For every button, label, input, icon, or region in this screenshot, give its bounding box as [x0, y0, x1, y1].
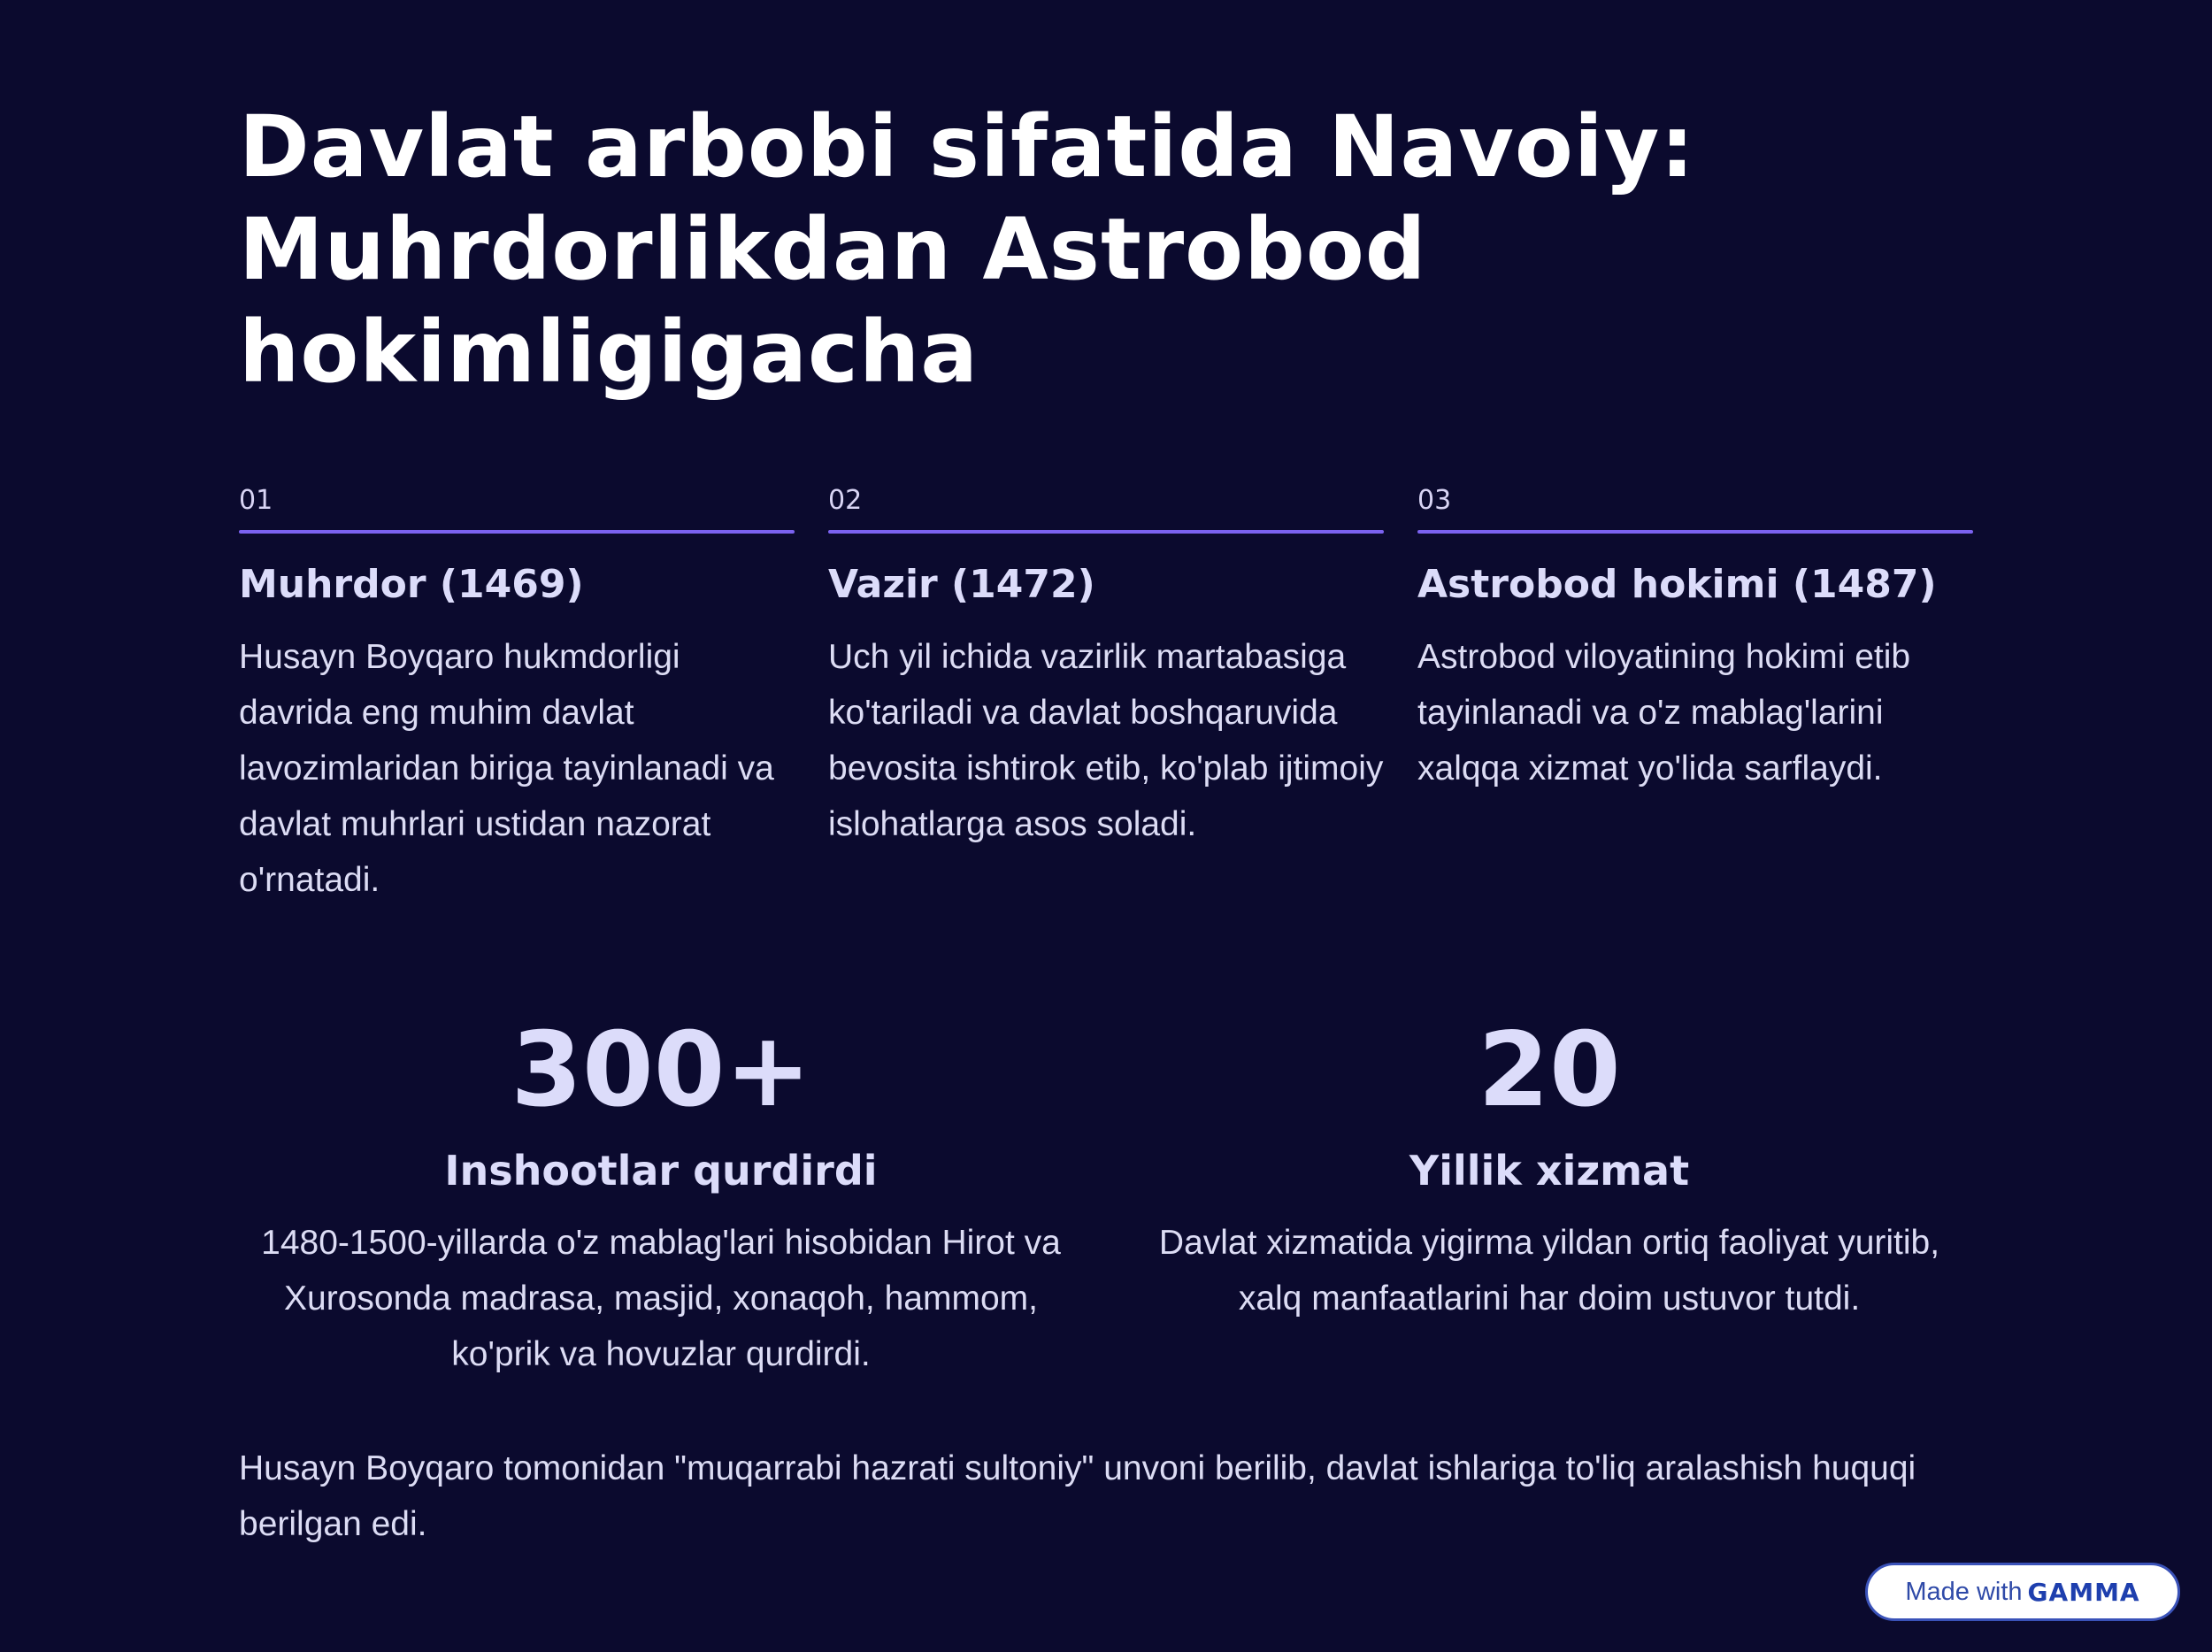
stat-buildings — [250, 1010, 1072, 1382]
stat-value: 300+ — [511, 1010, 811, 1130]
slide-title: Davlat arbobi sifatida Navoiy: Muhrdorlikdan Astrobod hokimligigacha — [239, 97, 1695, 402]
badge-text: Made with — [1905, 1577, 2023, 1606]
step-2 — [828, 482, 1384, 852]
step-title: Vazir (1472) — [828, 562, 1095, 607]
step-body: Uch yil ichida vazirlik martabasiga ko'tariladi va davlat boshqaruvida bevosita ishtirok etib, ko'plab ijtimoiy islohatlarga asos soladi. — [828, 638, 1384, 843]
step-number: 03 — [1417, 485, 1452, 516]
stat-label: Yillik xizmat — [1409, 1147, 1690, 1195]
step-number: 01 — [239, 485, 273, 516]
stat-description: 1480-1500-yillarda o'z mablag'lari hisobidan Hirot va Xurosonda madrasa, masjid, xonaqoh, hammom, ko'prik va hovuzlar qurdirdi. — [261, 1224, 1061, 1373]
step-divider — [1417, 530, 1973, 534]
step-title: Astrobod hokimi (1487) — [1417, 562, 1937, 607]
stat-description: Davlat xizmatida yigirma yildan ortiq faoliyat yuritib, xalq manfaatlarini har doim ustuvor tutdi. — [1158, 1224, 1940, 1318]
step-number: 02 — [828, 485, 863, 516]
steps-row — [239, 482, 1973, 925]
footer-note: Husayn Boyqaro tomonidan "muqarrabi hazrati sultoniy" unvoni berilib, davlat ishlariga to'liq aralashish huquqi berilgan edi. — [239, 1449, 1916, 1543]
gamma-logo: GAMMA — [2027, 1577, 2140, 1607]
step-1 — [239, 482, 795, 908]
step-body: Astrobod viloyatining hokimi etib tayinlanadi va o'z mablag'larini xalqqa xizmat yo'lida sarflaydi. — [1417, 638, 1911, 788]
made-with-gamma-badge[interactable] — [1865, 1563, 2180, 1621]
step-divider — [239, 530, 795, 534]
stat-label: Inshootlar qurdirdi — [444, 1147, 878, 1195]
step-title: Muhrdor (1469) — [239, 562, 584, 607]
step-3 — [1417, 482, 1973, 796]
stat-years — [1138, 1010, 1961, 1326]
step-divider — [828, 530, 1384, 534]
step-body: Husayn Boyqaro hukmdorligi davrida eng muhim davlat lavozimlaridan biriga tayinlanadi va davlat muhrlari ustidan nazorat o'rnatadi. — [239, 638, 774, 899]
stat-value: 20 — [1478, 1010, 1621, 1130]
